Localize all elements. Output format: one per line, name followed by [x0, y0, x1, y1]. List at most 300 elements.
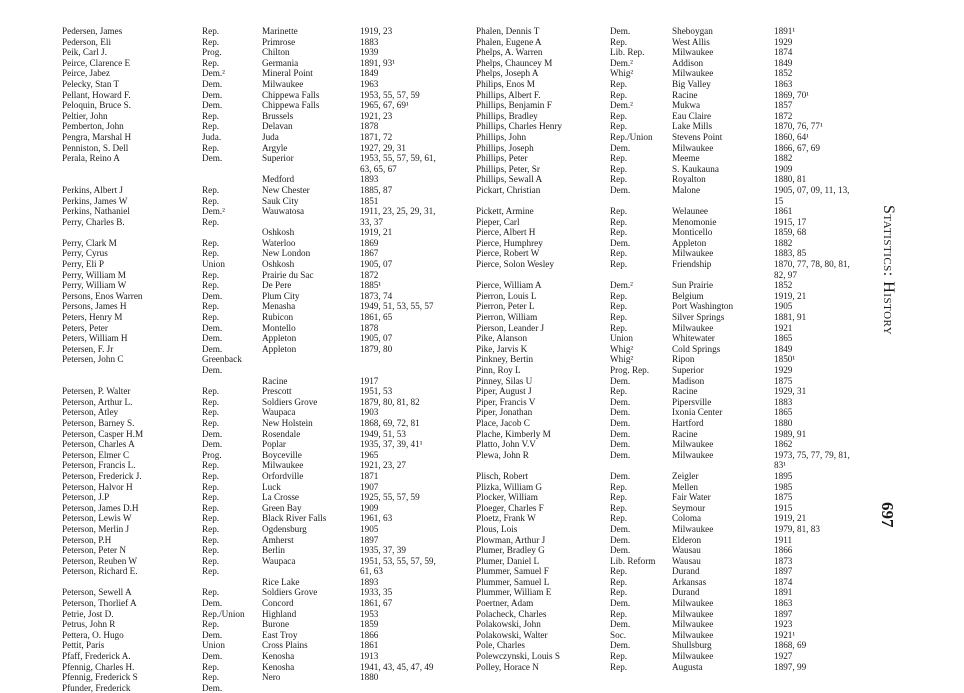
party: Rep. [610, 608, 628, 619]
session-years: 1953, 55, 57, 59 [360, 89, 420, 100]
party: Rep. [202, 407, 220, 418]
residence: Ogdensburg [262, 523, 307, 534]
residence: Rosendale [262, 428, 301, 439]
session-years: 1885¹ [360, 280, 382, 291]
entry-row [62, 662, 470, 673]
session-years: 1863 [774, 598, 793, 609]
session-years: 1878 [360, 322, 379, 333]
residence: New Chester [262, 184, 310, 195]
entry-row [476, 185, 884, 196]
member-name: Plowman, Arthur J [476, 534, 546, 545]
entry-row [62, 47, 470, 58]
residence: Hartford [672, 417, 704, 428]
entry-row [62, 227, 470, 238]
entry-row [62, 619, 470, 630]
session-years: 1885, 87 [360, 184, 393, 195]
entry-row [62, 111, 470, 122]
session-years: 1907 [360, 481, 379, 492]
residence: Meeme [672, 153, 700, 164]
residence: Milwaukee [672, 439, 714, 450]
member-name: Pierce, Humphrey [476, 237, 543, 248]
party: Prog. Rep. [610, 365, 650, 375]
party: Rep. [610, 502, 628, 513]
member-name: Phelps, Chauncey M [476, 57, 553, 68]
session-years: 1897 [774, 608, 793, 619]
residence: Appleton [672, 237, 707, 248]
member-name: Pierron, William [476, 312, 538, 323]
party: Rep. [202, 216, 220, 227]
session-years: 1880 [774, 417, 793, 428]
entry-row [62, 429, 470, 440]
party: Rep. [202, 502, 220, 513]
member-name: Philips, Enos M [476, 78, 535, 89]
entry-row [476, 153, 884, 164]
entry-row [476, 121, 884, 132]
member-name: Perry, Charles B. [62, 216, 125, 227]
member-name: Pike, Alanson [476, 333, 528, 344]
session-years: 1909 [774, 163, 793, 174]
session-years: 1883 [360, 36, 379, 47]
party: Rep. [610, 576, 628, 587]
party: Whig² [610, 354, 634, 365]
member-name: Peterson, Barney S. [62, 417, 135, 428]
entry-row [476, 227, 884, 238]
session-years: 1965 [360, 449, 379, 460]
member-name: Pierron, Peter L [476, 301, 535, 312]
residence: Kenosha [262, 661, 295, 672]
residence: Wausau [672, 545, 701, 556]
party: Lib. Reform [610, 555, 656, 566]
session-years: 1929, 31 [774, 386, 807, 397]
session-years: 1935, 37, 39 [360, 545, 406, 556]
session-years: 1852 [774, 68, 793, 79]
entry-row [62, 58, 470, 69]
member-name: Pierce, Albert H [476, 227, 536, 238]
entry-row [476, 312, 884, 323]
entry-row [62, 37, 470, 48]
party: Rep. [202, 460, 220, 471]
party: Rep. [610, 290, 628, 301]
party: Rep. [202, 248, 220, 259]
session-years: 1911 [774, 534, 793, 545]
residence: Plum City [262, 290, 300, 301]
member-name: Phillips, Joseph [476, 142, 534, 153]
entry-row [62, 121, 470, 132]
party: Rep. [610, 661, 628, 672]
member-name: Pierron, Louis L [476, 290, 537, 301]
member-name: Pierce, William A [476, 280, 542, 291]
entry-row [476, 418, 884, 429]
residence: Juda [262, 131, 279, 142]
party: Dem. [202, 651, 223, 662]
session-years: 1866 [774, 545, 793, 556]
session-years: 1870, 77, 78, 80, 81, [774, 259, 850, 270]
residence: Pipersville [672, 396, 712, 407]
entry-row [476, 376, 884, 387]
member-name: Phalen, Eugene A [476, 36, 542, 47]
residence: Addison [672, 57, 704, 68]
member-name: Place, Jacob C [476, 417, 530, 428]
party: Juda. [202, 131, 222, 142]
residence: Racine [672, 89, 698, 100]
entry-row [62, 460, 470, 471]
residence: Berlin [262, 545, 285, 556]
member-name: Peterson, Casper H.M [62, 428, 144, 439]
session-years: 1891 [774, 587, 793, 598]
party: Rep. [610, 163, 628, 174]
member-name: Pellant, Howard F. [62, 89, 131, 100]
member-name: Plewa, John R [476, 449, 529, 460]
member-name: Perkins, Albert J [62, 184, 123, 195]
entry-row [62, 323, 470, 334]
session-years: 1861 [360, 640, 379, 651]
entry-row [476, 524, 884, 535]
residence: Wausau [672, 555, 701, 566]
residence: Superior [672, 365, 704, 375]
member-name: Pickart, Christian [476, 184, 541, 195]
residence: Lake Mills [672, 121, 713, 132]
session-years: 1866, 67, 69 [774, 142, 820, 153]
entry-row [476, 545, 884, 556]
residence: Milwaukee [672, 322, 714, 333]
member-name: Perkins, James W [62, 195, 128, 206]
entry-row [62, 68, 470, 79]
member-name: Plummer, Samuel L [476, 576, 550, 587]
party: Rep. [610, 651, 628, 662]
member-name: Pettit, Paris [62, 640, 105, 651]
entry-row [62, 333, 470, 344]
session-years: 1929 [774, 36, 793, 47]
entry-row [476, 280, 884, 291]
member-name: Peterson, Reuben W [62, 555, 138, 566]
party: Dem. [202, 290, 223, 301]
running-title: Statistics: History [880, 205, 897, 336]
residence: Monticello [672, 227, 713, 238]
residence: Whitewater [672, 333, 715, 344]
entry-row [62, 90, 470, 101]
party: Rep. [610, 110, 628, 121]
residence: Argyle [262, 142, 288, 153]
entry-row [476, 407, 884, 418]
residence: S. Kaukauna [672, 163, 719, 174]
party: Rep. [202, 545, 220, 556]
party: Dem. [202, 682, 223, 693]
session-years: 1865 [774, 333, 793, 344]
member-name: Phelps, A. Warren [476, 47, 543, 58]
member-name: Peterson, James D.H [62, 502, 139, 513]
residence: Milwaukee [672, 629, 714, 640]
member-name: Peterson, Thorlief A [62, 598, 137, 609]
party: Union [610, 333, 633, 344]
session-years: 1921 [774, 322, 793, 333]
party: Rep. [610, 513, 628, 524]
residence: Ixonia Center [672, 407, 723, 418]
member-name: Pemberton, John [62, 121, 124, 132]
entry-row [476, 577, 884, 588]
session-years: 1861, 67 [360, 598, 393, 609]
residence: Milwaukee [262, 78, 304, 89]
entry-row [476, 132, 884, 143]
party: Whig² [610, 343, 634, 354]
session-years: 1891¹ [774, 26, 796, 36]
party: Rep. [610, 587, 628, 598]
residence: New Holstein [262, 417, 313, 428]
entry-row [62, 672, 470, 683]
session-years: 1872 [360, 269, 379, 280]
entry-row [476, 397, 884, 408]
entry-row [62, 640, 470, 651]
entry-row [62, 524, 470, 535]
session-years: 83¹ [774, 460, 786, 471]
party: Rep. [202, 555, 220, 566]
session-years: 1882 [774, 237, 793, 248]
entry-row [476, 344, 884, 355]
party: Dem. [202, 89, 223, 100]
member-name: Peterson, Halvor H [62, 481, 133, 492]
entry-row [476, 323, 884, 334]
member-name: Pierce, Solon Wesley [476, 259, 554, 270]
residence: Waupaca [262, 407, 296, 418]
member-name: Phillips, Benjamin F [476, 100, 552, 111]
residence: Racine [672, 428, 698, 439]
party: Whig² [610, 68, 634, 79]
member-name: Perkins, Nathaniel [62, 206, 130, 217]
residence: Appleton [262, 333, 297, 344]
party: Rep. [202, 142, 220, 153]
party: Dem. [610, 396, 631, 407]
residence: Milwaukee [672, 248, 714, 259]
member-name: Platto, John V.V [476, 439, 536, 450]
member-name: Pike, Jarvis K [476, 343, 528, 354]
entry-row [62, 566, 470, 577]
member-name: Petersen, F. Jr [62, 343, 114, 354]
residence: Nero [262, 672, 281, 683]
member-name: Pelecky, Stan T [62, 78, 120, 89]
member-name: Pengra, Marshal H [62, 131, 132, 142]
party: Dem. [202, 153, 223, 164]
party: Dem. [202, 629, 223, 640]
session-years: 63, 65, 67 [360, 163, 397, 174]
entry-row [476, 429, 884, 440]
session-years: 1865 [774, 407, 793, 418]
member-name: Penniston, S. Dell [62, 142, 129, 153]
session-years: 1875 [774, 375, 793, 386]
entry-row [62, 482, 470, 493]
residence: Sun Prairie [672, 280, 714, 291]
member-name: Plisch, Robert [476, 470, 529, 481]
party: Soc. [610, 629, 627, 640]
entry-row [62, 291, 470, 302]
member-name: Peirce, Clarence E [62, 57, 131, 68]
session-years: 1859 [360, 619, 379, 630]
residence: Zeigler [672, 470, 699, 481]
member-name: Phillips, Charles Henry [476, 121, 562, 132]
residence: Milwaukee [672, 619, 714, 630]
session-years: 1883, 85 [774, 248, 807, 259]
session-years: 1919, 21 [774, 290, 807, 301]
party: Rep. [610, 301, 628, 312]
residence: Augusta [672, 661, 703, 672]
residence: Green Bay [262, 502, 302, 513]
party: Rep. [610, 36, 628, 47]
member-name: Polley, Horace N [476, 661, 539, 672]
party: Dem. [610, 375, 631, 386]
member-name: Plous, Lois [476, 523, 518, 534]
session-years: 1851 [360, 195, 379, 206]
residence: Racine [672, 386, 698, 397]
session-years: 1891, 93¹ [360, 57, 395, 68]
member-name: Petrie, Jost D. [62, 608, 114, 619]
party: Rep. [202, 269, 220, 280]
session-years: 1868, 69, 72, 81 [360, 417, 420, 428]
party: Rep. [202, 587, 220, 598]
residence: Seymour [672, 502, 706, 513]
entry-row [62, 174, 470, 185]
entry-row [476, 482, 884, 493]
entry-row [476, 513, 884, 524]
residence: Luck [262, 481, 281, 492]
residence: Highland [262, 608, 297, 619]
member-name: Polakowski, John [476, 619, 541, 630]
party: Rep. [202, 237, 220, 248]
entry-row [62, 248, 470, 259]
party: Rep. [202, 121, 220, 132]
party: Dem. [202, 100, 223, 111]
session-years: 1861 [774, 206, 793, 217]
session-years: 1921¹ [774, 629, 796, 640]
session-years: 1881, 91 [774, 312, 807, 323]
session-years: 1949, 51, 53 [360, 428, 406, 439]
entry-row [62, 535, 470, 546]
party: Dem. [610, 619, 631, 630]
member-name: Plocker, William [476, 492, 538, 503]
residence: Milwaukee [672, 449, 714, 460]
member-name: Ploeger, Charles F [476, 502, 544, 513]
residence: Germania [262, 57, 299, 68]
residence: Rice Lake [262, 576, 300, 587]
entry-row [62, 450, 470, 461]
entry-row [62, 630, 470, 641]
residence: Durand [672, 587, 700, 598]
residence: Mineral Point [262, 68, 313, 79]
residence: Elderon [672, 534, 702, 545]
party: Rep. [610, 259, 628, 270]
entry-row [476, 47, 884, 58]
page-number: 697 [878, 502, 897, 528]
entry-row [62, 418, 470, 429]
party: Rep. [202, 672, 220, 683]
party: Dem. [610, 449, 631, 460]
member-name: Pfunder, Frederick [62, 682, 131, 693]
entry-row [476, 26, 884, 37]
residence: Milwaukee [672, 598, 714, 609]
entry-row [476, 619, 884, 630]
entry-row [62, 344, 470, 355]
party: Rep. [610, 481, 628, 492]
party: Dem. [610, 439, 631, 450]
entry-row [476, 566, 884, 577]
entry-row [62, 312, 470, 323]
residence: Concord [262, 598, 294, 609]
entry-row [476, 79, 884, 90]
party: Rep. [202, 513, 220, 524]
entry-row [476, 556, 884, 567]
member-name: Persons, Enos Warren [62, 290, 143, 301]
member-name: Phillips, John [476, 131, 527, 142]
session-years: 1859, 68 [774, 227, 807, 238]
session-years: 1951, 53, 55, 57, 59, [360, 555, 436, 566]
session-years: 1879, 80 [360, 343, 393, 354]
party: Dem.² [610, 57, 633, 68]
party: Rep. [202, 523, 220, 534]
residence: East Troy [262, 629, 298, 640]
residence: Milwaukee [672, 68, 714, 79]
session-years: 1874 [774, 47, 793, 58]
session-years: 1927, 29, 31 [360, 142, 406, 153]
member-name: Peterson, Charles A [62, 439, 135, 450]
session-years: 1852 [774, 280, 793, 291]
party: Rep. [202, 195, 220, 206]
entry-row [476, 492, 884, 503]
session-years: 1897 [360, 534, 379, 545]
member-name: Peterson, P.H [62, 534, 112, 545]
entry-row [62, 376, 470, 387]
member-name: Polewczynski, Louis S [476, 651, 560, 662]
residence: Delavan [262, 121, 293, 132]
party: Rep. [610, 206, 628, 217]
entry-row [62, 386, 470, 397]
residence: Wauwatosa [262, 206, 305, 217]
member-name: Peterson, Frederick J. [62, 470, 142, 481]
session-years: 1963 [360, 78, 379, 89]
entry-row [476, 196, 884, 207]
party: Rep. [202, 417, 220, 428]
entry-row [62, 217, 470, 228]
member-name: Pettera, O. Hugo [62, 629, 124, 640]
residence: Sauk City [262, 195, 299, 206]
session-years: 1915 [774, 502, 793, 513]
entry-row [476, 100, 884, 111]
party: Dem. [610, 523, 631, 534]
session-years: 61, 63 [360, 566, 383, 577]
entry-row [476, 206, 884, 217]
residence: Coloma [672, 513, 702, 524]
entry-row [62, 587, 470, 598]
entry-row [62, 354, 470, 365]
session-years: 1882 [774, 153, 793, 164]
party: Rep. [610, 322, 628, 333]
entry-row [476, 174, 884, 185]
session-years: 1911, 23, 25, 29, 31, [360, 206, 436, 217]
member-name: Peterson, Merlin J [62, 523, 130, 534]
party: Rep./Union [610, 131, 653, 142]
session-years: 1965, 67, 69¹ [360, 100, 409, 111]
entry-row [476, 270, 884, 281]
session-years: 15 [774, 195, 784, 206]
member-name: Peterson, Richard E. [62, 566, 138, 577]
session-years: 1903 [360, 407, 379, 418]
member-name: Plummer, William E [476, 587, 552, 598]
member-name: Phelps, Joseph A [476, 68, 539, 79]
party: Rep. [610, 216, 628, 227]
member-name: Petersen, P. Walter [62, 386, 131, 397]
party: Rep. [202, 534, 220, 545]
member-name: Perry, Clark M [62, 237, 117, 248]
session-years: 1863 [774, 78, 793, 89]
member-name: Pole, Charles [476, 640, 525, 651]
session-years: 1953, 55, 57, 59, 61, [360, 153, 436, 164]
residence: Milwaukee [672, 651, 714, 662]
